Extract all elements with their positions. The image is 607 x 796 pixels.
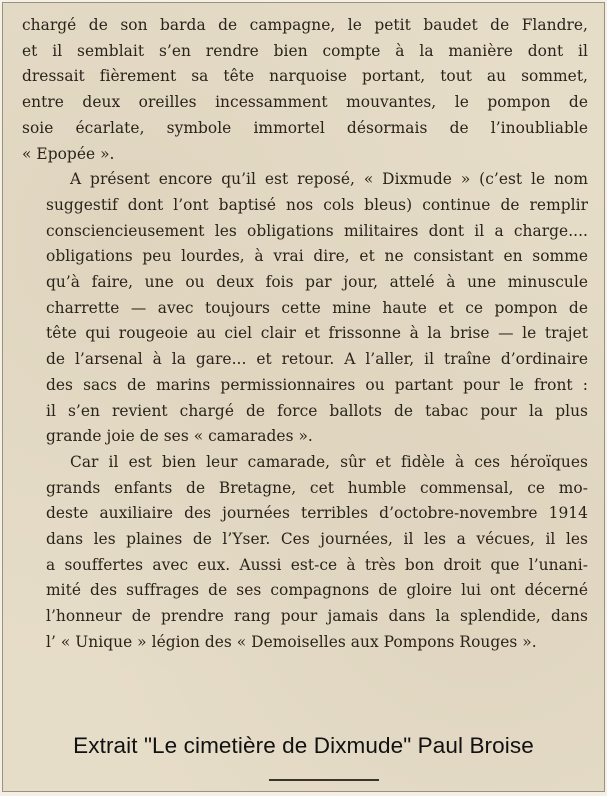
- paragraph: [22, 13, 588, 167]
- text-line: grands enfants de Bretagne, cet humble commensal, ce mo-: [46, 478, 588, 497]
- text-line: mité des suffrages de ses compagnons de gloire lui ont décerné: [46, 581, 588, 600]
- caption-underline: [269, 779, 379, 781]
- scanned-page: [2, 2, 605, 792]
- text-line: soie écarlate, symbole immortel désormais de l’inoubliable: [22, 118, 588, 137]
- text-line: dressait fièrement sa tête narquoise portant, tout au sommet,: [22, 67, 588, 86]
- text-line: de l’arsenal à la gare... et retour. A l’aller, il traîne d’ordinaire: [46, 350, 588, 369]
- text-line: « Epopée ».: [22, 144, 115, 163]
- paragraph: [22, 450, 588, 656]
- text-line: qu’à faire, une ou deux fois par jour, attelé à une minuscule: [46, 273, 588, 292]
- text-line: consciencieusement les obligations militaires dont il a charge....: [46, 221, 588, 240]
- text-line: a souffertes avec eux. Aussi est-ce à très bon droit que l’unani-: [46, 555, 588, 574]
- text-line: charrette — avec toujours cette mine haute et ce pompon de: [46, 298, 588, 317]
- caption: Extrait "Le cimetière de Dixmude" Paul Broise: [73, 733, 534, 758]
- text-line: chargé de son barda de campagne, le petit baudet de Flandre,: [22, 16, 588, 34]
- text-line: grande joie de ses « camarades ».: [46, 427, 313, 446]
- text-line: suggestif dont l’ont baptisé nos cols bleus) continue de remplir: [46, 195, 588, 214]
- text-line: dans les plaines de l’Yser. Ces journées, il les a vécues, il les: [46, 530, 588, 549]
- text-line: Car il est bien leur camarade, sûr et fidèle à ces héroïques: [70, 452, 588, 471]
- text-line: entre deux oreilles incessamment mouvantes, le pompon de: [22, 93, 588, 112]
- article-text: [22, 13, 588, 656]
- text-line: et il semblait s’en rendre bien compte à la manière dont il: [22, 41, 588, 60]
- text-line: deste auxiliaire des journées terribles d’octobre-novembre 1914: [46, 504, 588, 523]
- text-line: des sacs de marins permissionnaires ou partant pour le front :: [46, 375, 588, 394]
- text-line: A présent encore qu’il est reposé, « Dixmude » (c’est le nom: [70, 170, 588, 189]
- text-line: il s’en revient chargé de force ballots de tabac pour la plus: [46, 401, 588, 420]
- text-line: obligations peu lourdes, à vrai dire, et ne consistant en somme: [46, 247, 588, 266]
- text-line: l’ « Unique » légion des « Demoiselles aux Pompons Rouges ».: [46, 632, 537, 651]
- text-line: l’honneur de prendre rang pour jamais dans la splendide, dans: [46, 607, 588, 626]
- paragraph: [22, 167, 588, 450]
- text-line: tête qui rougeoie au ciel clair et frissonne à la brise — le trajet: [46, 324, 588, 343]
